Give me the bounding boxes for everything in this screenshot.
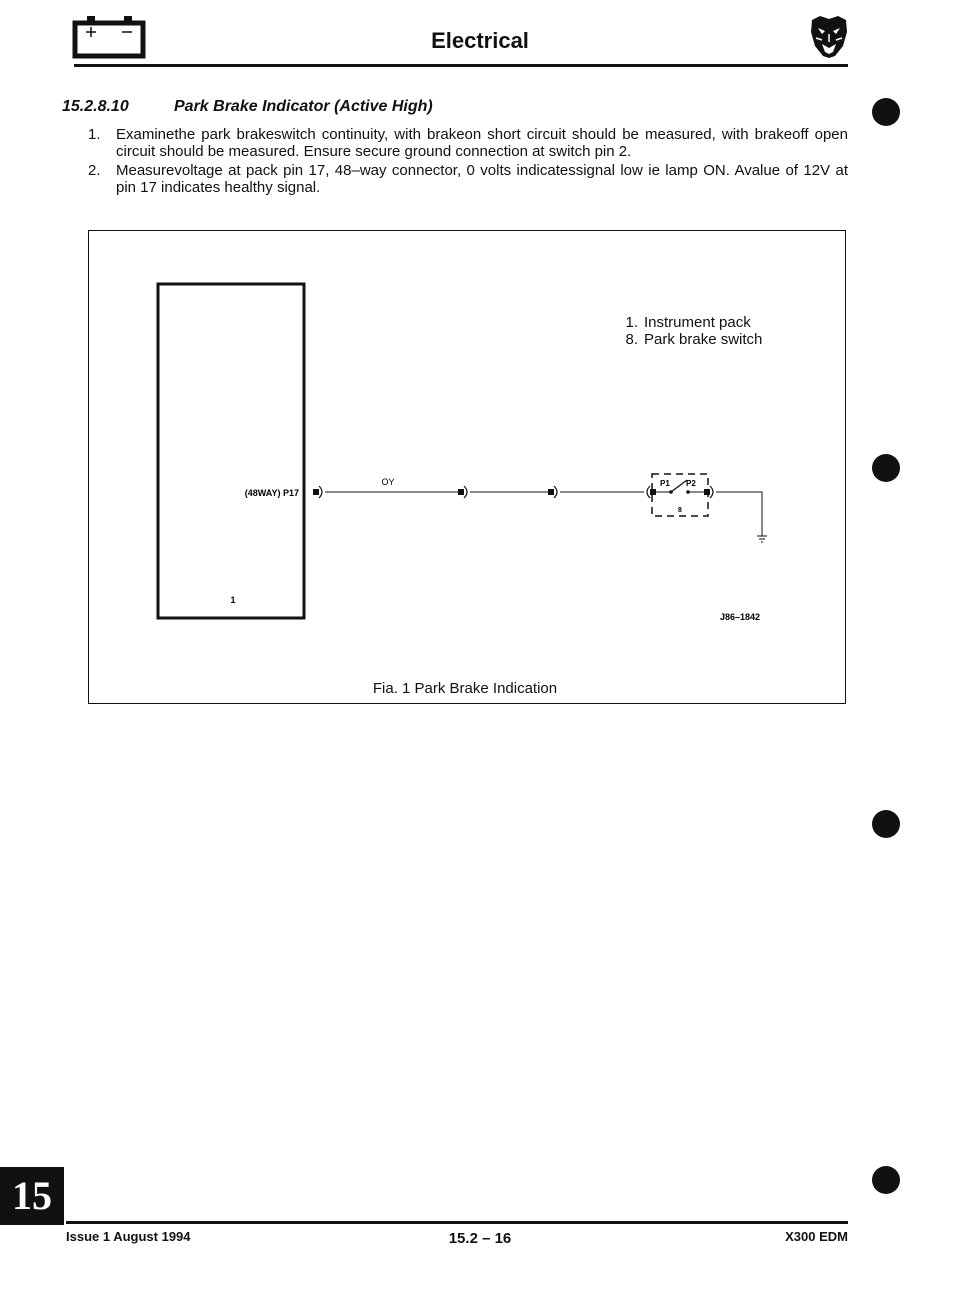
switch-connector-pin xyxy=(704,489,710,495)
section-number: 15.2.8.10 xyxy=(62,98,129,115)
switch-connector-shell xyxy=(710,486,713,498)
wiring-diagram xyxy=(88,230,846,704)
step-item xyxy=(88,126,848,160)
switch-number: 8 xyxy=(678,507,682,514)
pack-number: 1 xyxy=(230,595,236,605)
legend-item: 8. Park brake switch xyxy=(625,331,763,348)
binder-hole xyxy=(872,810,900,838)
jaguar-head-logo xyxy=(808,14,850,60)
section-tab: 15 xyxy=(0,1167,64,1225)
inline-connector-pin xyxy=(458,489,464,495)
inline-connector-shell xyxy=(554,486,557,498)
section-title: Park Brake Indicator (Active High) xyxy=(174,98,433,115)
wire-color-label: OY xyxy=(381,477,395,487)
step-item xyxy=(88,162,848,196)
step-text: Examinethe park brakeswitch continuity, with brakeon short circuit should be measured, with brakeoff open circuit should be measured. Ensure secure ground connection at switch pin 2. xyxy=(116,126,848,160)
footer-page-number: 15.2 – 16 xyxy=(448,1230,512,1247)
footer-issue: Issue 1 August 1994 xyxy=(66,1229,191,1244)
switch-pin1-label: P1 xyxy=(660,479,670,488)
pack-pin-label: (48WAY) P17 xyxy=(244,488,299,498)
switch-connector-shell xyxy=(647,486,650,498)
page-title: Electrical xyxy=(431,28,529,53)
binder-hole xyxy=(872,98,900,126)
figure-ref-code: J86–1842 xyxy=(719,612,760,622)
binder-hole xyxy=(872,1166,900,1194)
connector-shell xyxy=(319,486,322,498)
footer-rule xyxy=(66,1221,848,1224)
inline-connector-pin xyxy=(548,489,554,495)
figure-legend xyxy=(596,314,762,348)
connector-pin xyxy=(313,489,319,495)
figure-caption: Fia. 1 Park Brake Indication xyxy=(372,680,558,697)
instrument-pack-box xyxy=(158,284,304,618)
section-heading xyxy=(62,98,433,116)
binder-hole xyxy=(872,454,900,482)
switch-pin2-label: P2 xyxy=(686,479,696,488)
ground-wire xyxy=(716,492,762,536)
legend-item: 1. Instrument pack xyxy=(625,314,751,331)
header-rule xyxy=(74,64,848,67)
footer-doc-code: X300 EDM xyxy=(785,1229,848,1244)
step-text: Measurevoltage at pack pin 17, 48–way connector, 0 volts indicatessignal low ie lamp ON. Avalue of 12V at pin 17 indicates healthy signal. xyxy=(116,162,848,196)
step-number: 2. xyxy=(88,162,101,179)
inline-connector-shell xyxy=(464,486,467,498)
step-number: 1. xyxy=(88,126,101,143)
switch-blade xyxy=(671,480,687,492)
switch-connector-pin xyxy=(650,489,656,495)
